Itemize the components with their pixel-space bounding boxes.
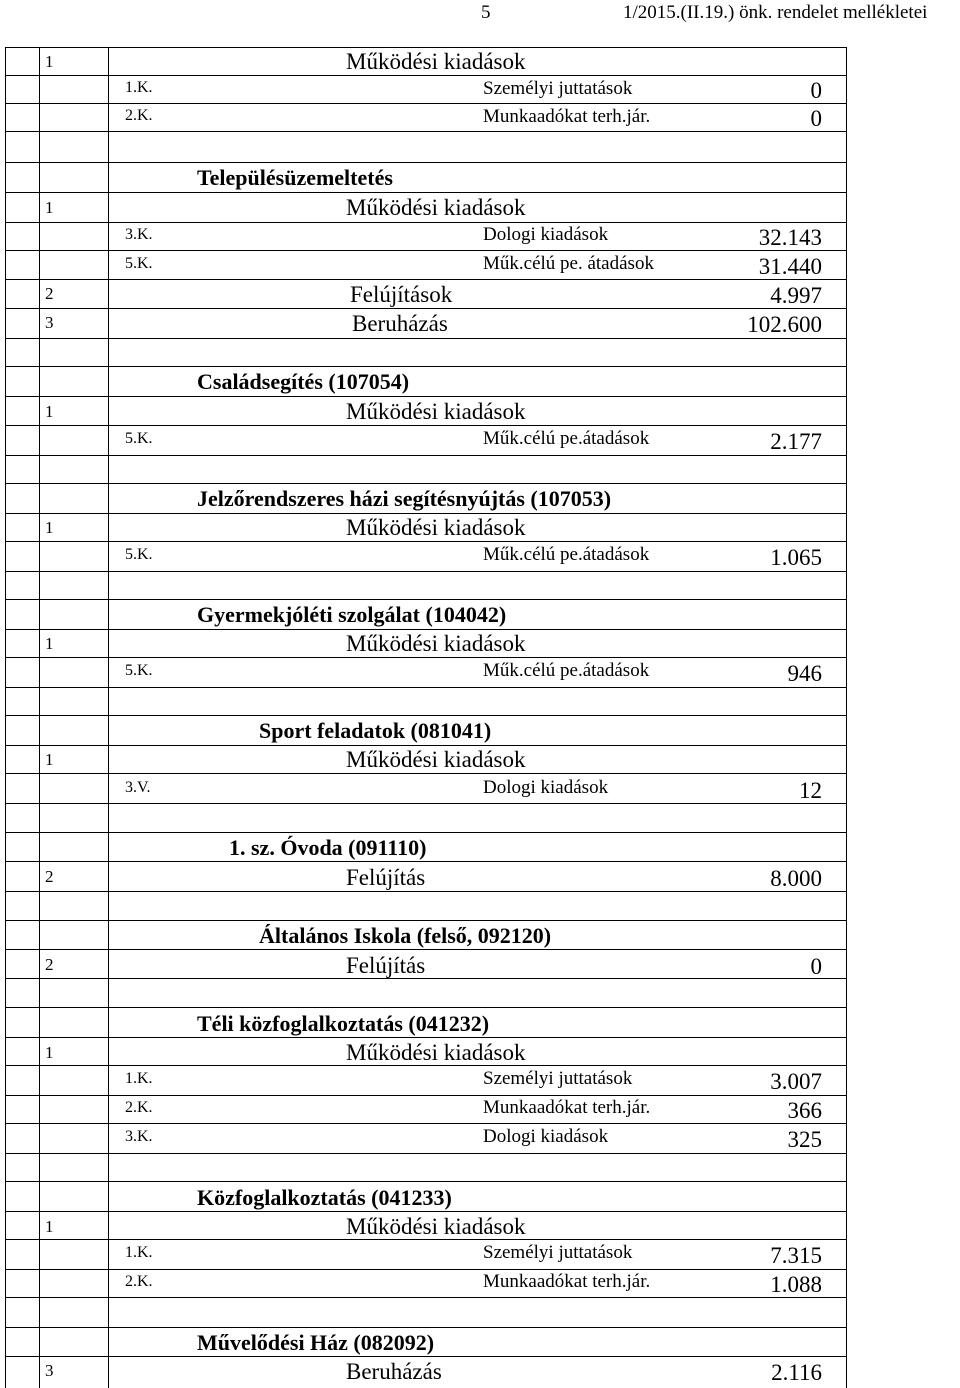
row-line	[5, 803, 847, 804]
expense-item: Munkaadókat terh.jár.	[483, 1097, 651, 1118]
economic-code: 5.K.	[125, 430, 153, 447]
expense-category: Beruházás	[352, 311, 448, 336]
table-left-border	[5, 47, 6, 1388]
expense-category: Működési kiadások	[346, 399, 526, 424]
economic-code: 2.K.	[125, 1099, 153, 1116]
row-line	[5, 1297, 847, 1298]
row-number: 1	[45, 750, 54, 769]
row-line	[5, 773, 847, 774]
row-line	[5, 571, 847, 572]
expense-item: Műk.célú pe.átadások	[483, 660, 650, 681]
row-line	[5, 455, 847, 456]
row-line	[5, 222, 847, 223]
row-line	[5, 687, 847, 688]
row-number: 1	[45, 1043, 54, 1062]
section-title: Településüzemeltetés	[197, 165, 393, 190]
page-number: 5	[481, 2, 491, 23]
row-line	[5, 513, 847, 514]
row-line	[5, 1356, 847, 1357]
section-title: Művelődési Ház (082092)	[197, 1330, 435, 1355]
amount: 1.088	[770, 1272, 822, 1297]
section-title: Gyermekjóléti szolgálat (104042)	[197, 602, 507, 627]
amount: 12	[799, 778, 822, 803]
economic-code: 3.K.	[125, 226, 153, 243]
row-number: 2	[45, 284, 54, 303]
row-number: 2	[45, 867, 54, 886]
expense-category: Működési kiadások	[346, 515, 526, 540]
expense-category: Működési kiadások	[346, 1040, 526, 1065]
row-line	[5, 745, 847, 746]
row-line	[5, 396, 847, 397]
expense-category: Működési kiadások	[346, 1214, 526, 1239]
amount: 2.116	[771, 1360, 822, 1385]
expense-item: Személyi juttatások	[483, 1242, 633, 1263]
row-line	[5, 920, 847, 921]
economic-code: 1.K.	[125, 1070, 153, 1087]
row-line	[5, 250, 847, 251]
row-line	[5, 162, 847, 163]
row-line	[5, 338, 847, 339]
expense-category: Működési kiadások	[346, 49, 526, 74]
section-title: Családsegítés (107054)	[197, 369, 410, 394]
row-line	[5, 715, 847, 716]
amount: 0	[810, 78, 822, 103]
row-number: 3	[45, 1361, 54, 1380]
expense-item: Munkaadókat terh.jár.	[483, 1271, 651, 1292]
expense-item: Személyi juttatások	[483, 78, 633, 99]
row-line	[5, 192, 847, 193]
section-title: Jelzőrendszeres házi segítésnyújtás (107053)	[197, 486, 612, 511]
row-line	[5, 1007, 847, 1008]
row-number: 1	[45, 198, 54, 217]
expense-item: Műk.célú pe.átadások	[483, 544, 650, 565]
amount: 366	[787, 1098, 822, 1123]
amount: 946	[787, 661, 822, 686]
section-title: Téli közfoglalkoztatás (041232)	[197, 1011, 490, 1036]
column-divider-2	[108, 47, 109, 1388]
row-line	[5, 279, 847, 280]
expense-category: Felújítás	[346, 953, 426, 978]
expense-category: Felújítások	[350, 282, 453, 307]
row-line	[5, 861, 847, 862]
economic-code: 1.K.	[125, 79, 153, 96]
amount: 32.143	[758, 225, 822, 250]
economic-code: 1.K.	[125, 1244, 153, 1261]
row-line	[5, 599, 847, 600]
row-line	[5, 308, 847, 309]
section-title: 1. sz. Óvoda (091110)	[229, 835, 427, 860]
row-line	[5, 483, 847, 484]
expense-category: Működési kiadások	[346, 747, 526, 772]
row-line	[5, 629, 847, 630]
page-header-title: 1/2015.(II.19.) önk. rendelet mellékletei	[623, 2, 928, 23]
amount: 0	[810, 954, 822, 979]
row-number: 2	[45, 955, 54, 974]
expense-item: Dologi kiadások	[483, 777, 609, 798]
row-line	[5, 1037, 847, 1038]
amount: 1.065	[770, 545, 822, 570]
expense-item: Személyi juttatások	[483, 1068, 633, 1089]
amount: 8.000	[770, 866, 822, 891]
economic-code: 5.K.	[125, 546, 153, 563]
row-line	[5, 103, 847, 104]
row-line	[5, 1065, 847, 1066]
row-line	[5, 425, 847, 426]
economic-code: 2.K.	[125, 1273, 153, 1290]
amount: 31.440	[758, 254, 822, 279]
amount: 325	[787, 1127, 822, 1152]
expense-item: Dologi kiadások	[483, 1126, 609, 1147]
row-line	[5, 366, 847, 367]
economic-code: 3.K.	[125, 1128, 153, 1145]
expense-item: Műk.célú pe. átadások	[483, 253, 654, 274]
row-line	[5, 978, 847, 979]
row-line	[5, 75, 847, 76]
table-right-border	[846, 47, 847, 1388]
row-line	[5, 949, 847, 950]
economic-code: 2.K.	[125, 107, 153, 124]
section-title: Közfoglalkoztatás (041233)	[197, 1185, 452, 1210]
amount: 3.007	[770, 1069, 822, 1094]
row-line	[5, 1327, 847, 1328]
economic-code: 5.K.	[125, 255, 153, 272]
section-title: Sport feladatok (081041)	[259, 718, 492, 743]
row-line	[5, 1123, 847, 1124]
table-top-border	[5, 47, 847, 48]
expense-category: Felújítás	[346, 865, 426, 890]
amount: 2.177	[770, 429, 822, 454]
amount: 7.315	[770, 1243, 822, 1268]
row-number: 1	[45, 634, 54, 653]
row-line	[5, 832, 847, 833]
row-line	[5, 1153, 847, 1154]
expense-item: Dologi kiadások	[483, 224, 609, 245]
expense-item: Munkaadókat terh.jár.	[483, 106, 651, 127]
row-line	[5, 541, 847, 542]
row-number: 1	[45, 1217, 54, 1236]
row-line	[5, 1211, 847, 1212]
amount: 102.600	[747, 312, 822, 337]
expense-category: Működési kiadások	[346, 631, 526, 656]
row-number: 1	[45, 402, 54, 421]
amount: 0	[810, 106, 822, 131]
row-line	[5, 1181, 847, 1182]
expense-category: Működési kiadások	[346, 195, 526, 220]
row-line	[5, 1269, 847, 1270]
row-line	[5, 891, 847, 892]
expense-category: Beruházás	[346, 1359, 442, 1384]
expense-item: Műk.célú pe.átadások	[483, 428, 650, 449]
row-line	[5, 1239, 847, 1240]
column-divider-1	[39, 47, 40, 1388]
row-line	[5, 131, 847, 132]
economic-code: 3.V.	[125, 779, 151, 796]
row-number: 1	[45, 52, 54, 71]
row-line	[5, 1095, 847, 1096]
section-title: Általános Iskola (felső, 092120)	[259, 923, 552, 948]
row-number: 1	[45, 518, 54, 537]
row-number: 3	[45, 313, 54, 332]
economic-code: 5.K.	[125, 662, 153, 679]
row-line	[5, 657, 847, 658]
amount: 4.997	[770, 283, 822, 308]
